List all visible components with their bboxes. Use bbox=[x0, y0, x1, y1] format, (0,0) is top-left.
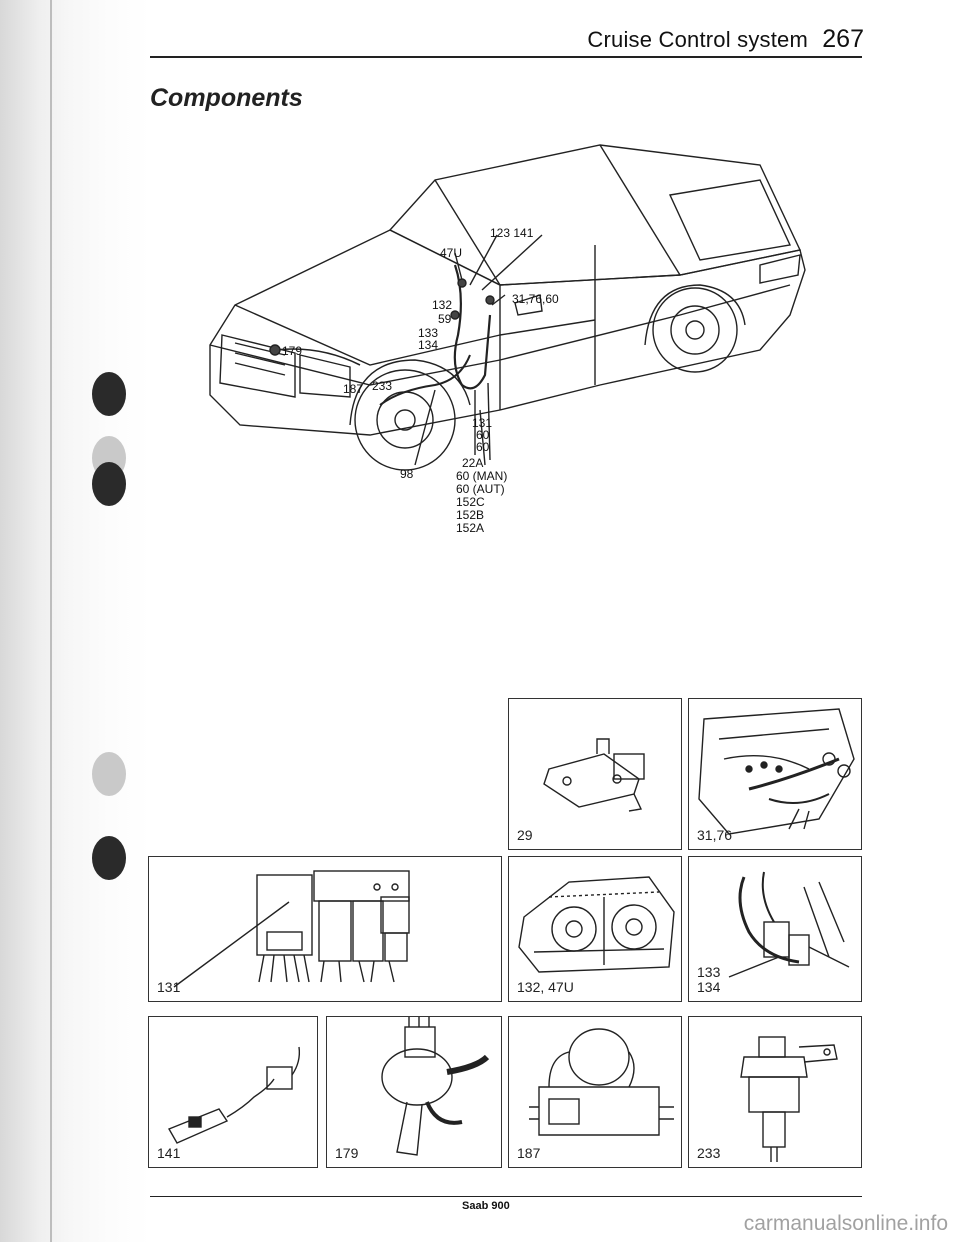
car-label-60-man: 60 (MAN) bbox=[456, 469, 508, 483]
car-label-132: 132 bbox=[432, 298, 453, 312]
component-label: 179 bbox=[335, 1145, 359, 1161]
component-label: 132, 47U bbox=[517, 979, 574, 995]
car-label-59: 59 bbox=[438, 312, 452, 326]
car-label-60-a: 60 bbox=[476, 428, 490, 442]
running-header-title: Cruise Control system bbox=[587, 27, 808, 52]
section-title: Components bbox=[150, 84, 303, 112]
component-133-134-figure bbox=[688, 856, 862, 1002]
car-label-123-141: 123 141 bbox=[490, 226, 534, 240]
footer-model: Saab 900 bbox=[462, 1200, 510, 1212]
car-label-133: 133 bbox=[418, 326, 439, 340]
component-29-figure bbox=[508, 698, 682, 850]
car-label-152c: 152C bbox=[456, 495, 485, 509]
component-187-figure bbox=[508, 1016, 682, 1168]
component-31-76-figure bbox=[688, 698, 862, 850]
car-label-47u: 47U bbox=[440, 246, 463, 260]
car-label-60-b: 60 bbox=[476, 440, 490, 454]
control-unit-relay-drawing bbox=[149, 857, 503, 1003]
component-label: 141 bbox=[157, 1145, 181, 1161]
component-141-figure bbox=[148, 1016, 318, 1168]
car-label-187: 187 bbox=[343, 382, 364, 396]
component-label: 187 bbox=[517, 1145, 541, 1161]
component-label: 31,76 bbox=[697, 827, 733, 843]
car-label-152b: 152B bbox=[456, 508, 485, 522]
car-component-location-diagram bbox=[200, 135, 810, 555]
car-label-98: 98 bbox=[400, 467, 414, 481]
header-rule bbox=[150, 56, 862, 58]
component-label bbox=[697, 965, 720, 995]
page-number: 267 bbox=[822, 25, 864, 53]
label-134: 134 bbox=[697, 979, 721, 995]
car-label-22a: 22A bbox=[462, 456, 484, 470]
car-label-134: 134 bbox=[418, 338, 439, 352]
punch-hole-4 bbox=[92, 752, 126, 796]
punch-hole-1 bbox=[92, 372, 126, 416]
component-label: 29 bbox=[517, 827, 533, 843]
component-label: 233 bbox=[697, 1145, 721, 1161]
punch-hole-5 bbox=[92, 836, 126, 880]
car-label-179: 179 bbox=[282, 344, 303, 358]
car-label-131: 131 bbox=[472, 416, 493, 430]
car-label-152a: 152A bbox=[456, 521, 485, 535]
component-label: 131 bbox=[157, 979, 181, 995]
punch-hole-3 bbox=[92, 462, 126, 506]
car-label-60-aut: 60 (AUT) bbox=[456, 482, 505, 496]
binding-edge-line bbox=[50, 0, 52, 1242]
footer-rule bbox=[150, 1196, 862, 1197]
label-133: 133 bbox=[697, 964, 721, 980]
car-label-31-76-60: 31,76,60 bbox=[512, 292, 559, 306]
switch-bracket-drawing bbox=[509, 699, 683, 851]
watermark: carmanualsonline.info bbox=[743, 1212, 948, 1235]
component-233-figure bbox=[688, 1016, 862, 1168]
component-131-figure bbox=[148, 856, 502, 1002]
component-179-figure bbox=[326, 1016, 502, 1168]
component-132-47u-figure bbox=[508, 856, 682, 1002]
page-binding-shadow bbox=[0, 0, 150, 1242]
car-label-233: 233 bbox=[372, 379, 393, 393]
